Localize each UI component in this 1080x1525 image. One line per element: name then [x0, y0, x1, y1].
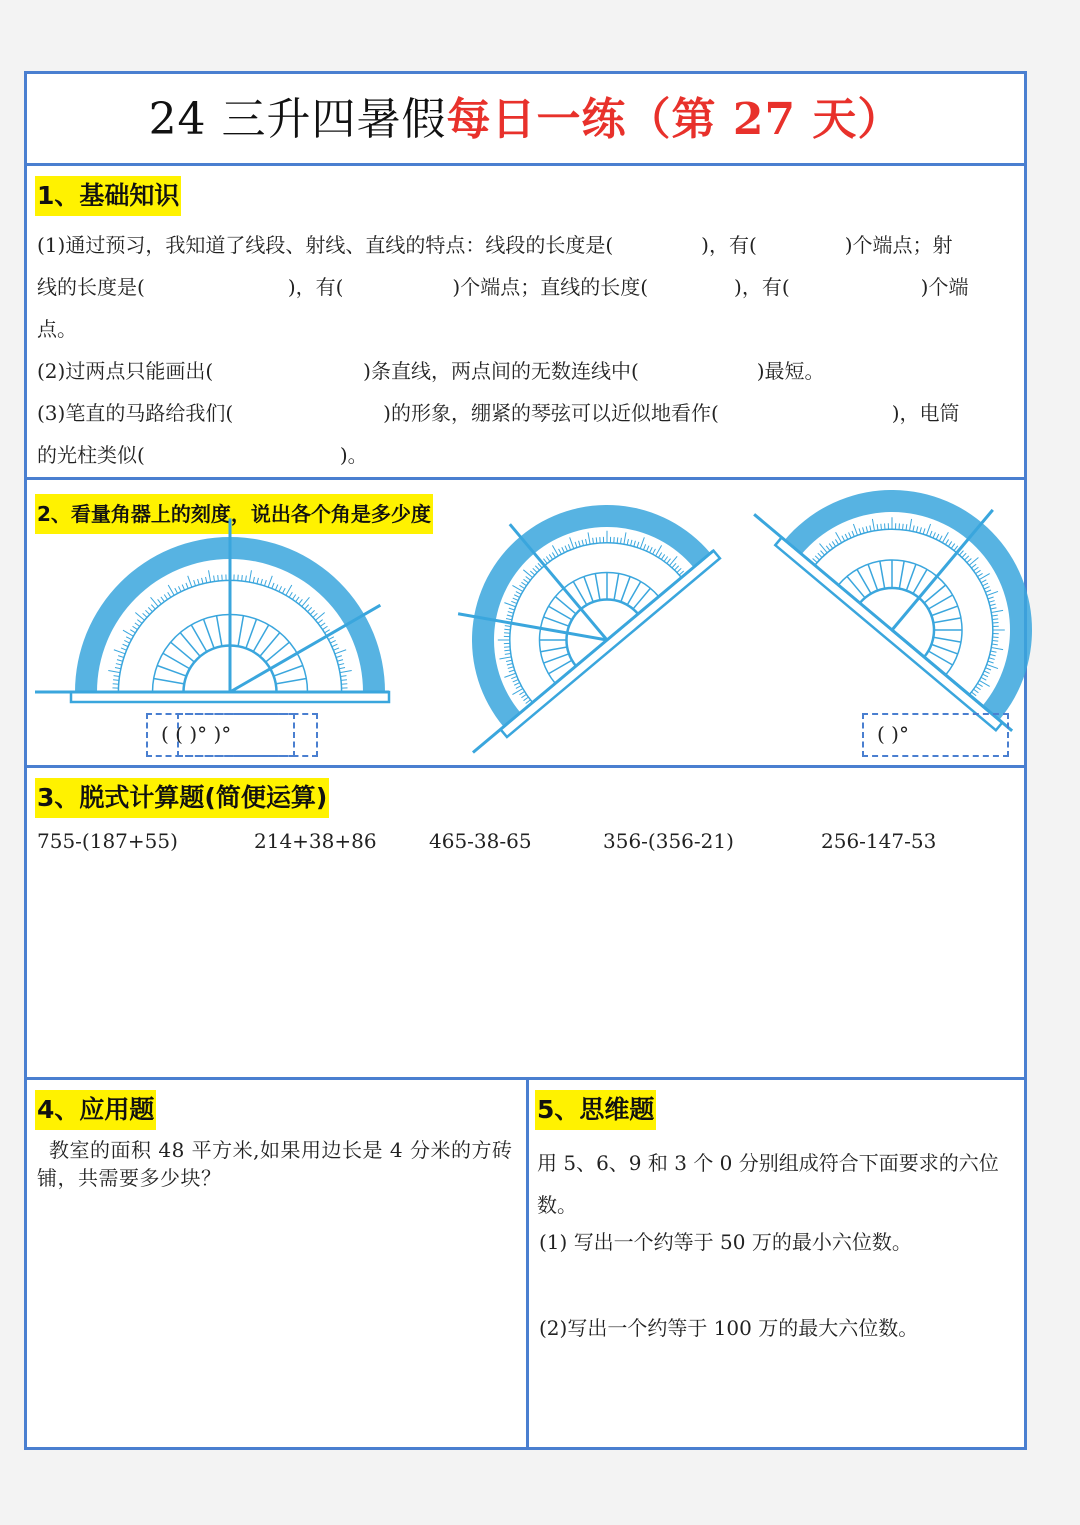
- protractor-tick: [951, 544, 955, 549]
- protractor-tick: [519, 691, 524, 695]
- protractor-tick: [292, 595, 295, 600]
- answer-3-text: ( )°: [877, 722, 909, 746]
- protractor-tick: [261, 579, 263, 585]
- question-1-line-1: [37, 230, 1014, 260]
- protractor-tick: [339, 668, 345, 669]
- protractor-tick: [296, 597, 300, 602]
- protractor-tick: [246, 576, 247, 582]
- section-basic-knowledge: [27, 166, 1024, 480]
- protractor-tick: [333, 648, 339, 650]
- protractor-tick: [313, 613, 317, 617]
- protractor-tick: [535, 565, 539, 570]
- protractor-base: [775, 537, 1002, 730]
- protractor-tick: [308, 607, 312, 611]
- protractor-tick: [264, 580, 266, 586]
- protractor-tick: [194, 580, 196, 586]
- protractor-tick: [214, 576, 215, 582]
- protractor-tick: [504, 644, 510, 650]
- protractor-tick: [979, 679, 989, 688]
- calc-problem-5: 256-147-53: [821, 829, 937, 853]
- protractor-tick: [117, 660, 123, 662]
- protractor-tick: [202, 578, 203, 584]
- answer-1-text: ( ( )° )°: [161, 722, 232, 746]
- protractor-tick: [993, 620, 999, 626]
- protractor-group-1: [35, 518, 389, 702]
- protractor-tick: [530, 570, 534, 575]
- protractor-tick: [137, 620, 142, 624]
- thinking-question-1: (1) 写出一个约等于 50 万的最小六位数。: [539, 1230, 912, 1254]
- protractor-tick: [282, 588, 285, 593]
- protractor-tick: [272, 583, 274, 589]
- protractor-tick: [340, 671, 352, 673]
- calc-problem-4: 356-(356-21): [603, 829, 734, 853]
- protractor-tick: [123, 644, 128, 646]
- protractor-tick: [893, 523, 899, 529]
- protractor-tick: [124, 640, 129, 643]
- protractor-tick: [164, 595, 167, 600]
- protractor-base: [501, 551, 720, 737]
- protractor-tick: [151, 605, 155, 609]
- protractor-tick: [526, 576, 531, 581]
- text-segment: )，有(: [287, 275, 344, 299]
- protractor-tick: [135, 623, 140, 627]
- protractor-tick: [993, 631, 999, 637]
- page-title: [27, 92, 1024, 148]
- text-segment: 点。: [37, 317, 77, 341]
- protractor-radial: [238, 616, 243, 647]
- calc-problem-1: 755-(187+55): [37, 829, 178, 853]
- protractor-tick: [108, 671, 120, 673]
- protractor-tick: [133, 626, 138, 629]
- protractor-tick: [257, 578, 258, 584]
- text-segment: )，有(: [701, 233, 757, 257]
- text-segment: (1)通过预习，我知道了线段、射线、直线的特点：线段的长度是(: [37, 233, 614, 257]
- protractor-tick: [965, 555, 969, 560]
- title-main: 24 三升四暑假: [148, 94, 447, 145]
- calc-problem-2: 214+38+86: [254, 829, 377, 853]
- protractor-tick: [815, 556, 820, 560]
- calc-problem-3: 465-38-65: [429, 829, 532, 853]
- protractor-tick: [549, 554, 553, 559]
- protractor-tick: [611, 537, 617, 543]
- protractor-tick: [275, 585, 277, 590]
- protractor-tick: [310, 610, 314, 614]
- protractor-tick: [337, 660, 343, 662]
- question-3-line-2: [37, 440, 1014, 470]
- protractor-tick: [551, 545, 560, 555]
- protractor-tick: [178, 586, 181, 591]
- protractor-tick: [597, 537, 603, 543]
- protractor-tick: [962, 553, 966, 558]
- protractor-tick: [820, 551, 825, 555]
- protractor-tick: [948, 541, 952, 546]
- thinking-intro: 用 5、6、9 和 3 个 0 分别组成符合下面要求的六位数。: [537, 1151, 999, 1217]
- text-segment: )个端点；射: [844, 233, 953, 257]
- protractor-radial: [851, 569, 877, 593]
- protractor-tick: [318, 620, 323, 624]
- protractor-tick: [329, 637, 334, 640]
- title-row: [27, 74, 1024, 166]
- protractor-tick: [336, 656, 342, 658]
- section-protractor: [27, 480, 1024, 768]
- protractor-tick: [249, 570, 251, 582]
- protractor-tick: [677, 568, 682, 572]
- protractor-tick: [533, 568, 537, 573]
- protractor-tick: [130, 630, 135, 633]
- protractor-tick: [341, 676, 347, 677]
- text-segment: )个端点；直线的长度(: [452, 275, 649, 299]
- protractor-tick: [118, 656, 124, 658]
- protractor-tick: [666, 559, 671, 564]
- protractor-tick: [299, 599, 303, 604]
- text-segment: (3)笔直的马路给我们(: [37, 401, 234, 425]
- protractor-tick: [206, 577, 207, 583]
- text-segment: (2)过两点只能画出(: [37, 359, 214, 383]
- protractor-tick: [969, 556, 978, 566]
- question-3-line-1: [37, 398, 1014, 428]
- protractor-tick: [161, 597, 165, 602]
- protractor-tick: [817, 553, 822, 557]
- protractor-tick: [330, 640, 335, 643]
- protractor-tick: [945, 539, 949, 544]
- protractor-tick: [186, 583, 188, 589]
- protractor-tick: [253, 577, 254, 583]
- protractor-tick: [145, 610, 149, 614]
- protractor-tick: [818, 544, 828, 553]
- protractor-tick: [113, 680, 119, 681]
- protractor-radial: [621, 582, 646, 605]
- section3-heading: 3、脱式计算题(简便运算): [35, 778, 329, 818]
- protractor-tick: [941, 532, 950, 542]
- protractor-tick: [896, 523, 902, 529]
- section-calculation: [27, 768, 1024, 1080]
- protractor-tick: [971, 563, 976, 568]
- protractor-tick: [886, 517, 898, 529]
- section1-heading: 1、基础知识: [35, 176, 181, 216]
- protractor-tick: [188, 576, 192, 587]
- protractor-tick: [323, 626, 328, 629]
- protractor-tick: [320, 623, 325, 627]
- protractor-tick: [268, 576, 272, 587]
- protractor-tick: [143, 613, 147, 617]
- protractor-tick: [825, 546, 830, 551]
- protractor-tick: [114, 676, 120, 677]
- protractor-tick: [279, 586, 282, 591]
- word-problem-text: 教室的面积 48 平方米,如果用边长是 4 分米的方砖铺，共需要多少块？: [37, 1138, 513, 1190]
- protractor-radial: [203, 619, 214, 648]
- protractor-tick: [993, 634, 999, 640]
- protractor-tick: [148, 607, 152, 611]
- protractor-tick: [504, 641, 510, 647]
- protractor-tick: [325, 630, 330, 633]
- protractor-radial: [276, 679, 307, 684]
- protractor-radial: [246, 619, 257, 648]
- protractor-tick: [608, 537, 614, 543]
- text-segment: )，有(: [734, 275, 790, 299]
- protractor-radial: [157, 665, 186, 676]
- protractor-tick: [885, 523, 891, 529]
- title-highlight: 每日一练（第 27 天）: [446, 94, 903, 145]
- protractor-tick: [521, 694, 526, 698]
- text-segment: )条直线，两点间的无数连线中(: [363, 359, 639, 383]
- protractor-tick: [967, 558, 971, 563]
- protractor-tick: [332, 644, 337, 646]
- protractor-tick: [993, 624, 1005, 636]
- protractor-radial: [217, 616, 222, 647]
- protractor-tick: [338, 664, 344, 665]
- section-word-and-thinking: [27, 1080, 1024, 1447]
- protractor-tick: [175, 588, 178, 593]
- protractor-tick: [546, 557, 550, 562]
- protractor-tick: [552, 552, 556, 557]
- protractor-radial: [549, 600, 572, 625]
- protractor-tick: [115, 668, 121, 669]
- protractor-tick: [974, 689, 979, 693]
- protractor-tick: [116, 664, 122, 665]
- question-1-line-2: [37, 272, 1014, 302]
- protractor-tick: [668, 556, 678, 565]
- protractor-tick: [977, 683, 982, 687]
- protractor-tick: [601, 537, 607, 543]
- protractor-tick: [209, 570, 211, 582]
- section2-heading: 2、看量角器上的刻度，说出各个角是多少度: [35, 494, 433, 534]
- protractor-group-2: [376, 435, 720, 760]
- protractor-tick: [882, 523, 888, 529]
- text-segment: )个端: [920, 275, 969, 299]
- protractor-tick: [289, 592, 292, 597]
- protractor-tick: [114, 650, 125, 654]
- protractor-tick: [341, 680, 347, 681]
- question-2-line: [37, 356, 1014, 386]
- protractor-tick: [242, 575, 243, 581]
- worksheet: [24, 71, 1027, 1450]
- text-segment: )。: [339, 443, 368, 467]
- protractor-tick: [498, 634, 510, 646]
- protractor-tick: [305, 605, 309, 609]
- text-segment: )最短。: [756, 359, 825, 383]
- text-segment: )的形象，绷紧的琴弦可以近似地看作(: [383, 401, 719, 425]
- protractor-tick: [182, 585, 184, 590]
- protractor-tick: [512, 687, 522, 696]
- protractor-tick: [121, 648, 127, 650]
- question-1-line-3: [37, 314, 1014, 344]
- protractor-tick: [168, 592, 171, 597]
- protractor-tick: [672, 563, 677, 567]
- column-divider: [526, 1080, 529, 1447]
- thinking-question-2: (2)写出一个约等于 100 万的最大六位数。: [539, 1316, 919, 1340]
- protractor-radial: [928, 589, 952, 615]
- protractor-radial: [154, 679, 185, 684]
- protractor-tick: [158, 599, 162, 604]
- text-segment: 线的长度是(: [37, 275, 145, 299]
- text-segment: )，电筒: [891, 401, 960, 425]
- protractor-tick: [976, 686, 981, 690]
- protractor-tick: [601, 531, 613, 543]
- protractor-tick: [523, 568, 532, 578]
- protractor-tick: [198, 579, 200, 585]
- text-segment: 的光柱类似(: [37, 443, 145, 467]
- protractor-radial: [274, 665, 303, 676]
- protractor-tick: [335, 650, 346, 654]
- section5-heading: 5、思维题: [535, 1090, 656, 1130]
- protractor-tick: [126, 637, 131, 640]
- protractor-tick: [674, 566, 679, 570]
- protractor-tick: [504, 630, 510, 636]
- protractor-tick: [218, 575, 219, 581]
- protractor-tick: [524, 697, 529, 701]
- section4-heading: 4、应用题: [35, 1090, 156, 1130]
- protractor-tick: [504, 634, 510, 640]
- protractor-tick: [993, 623, 999, 629]
